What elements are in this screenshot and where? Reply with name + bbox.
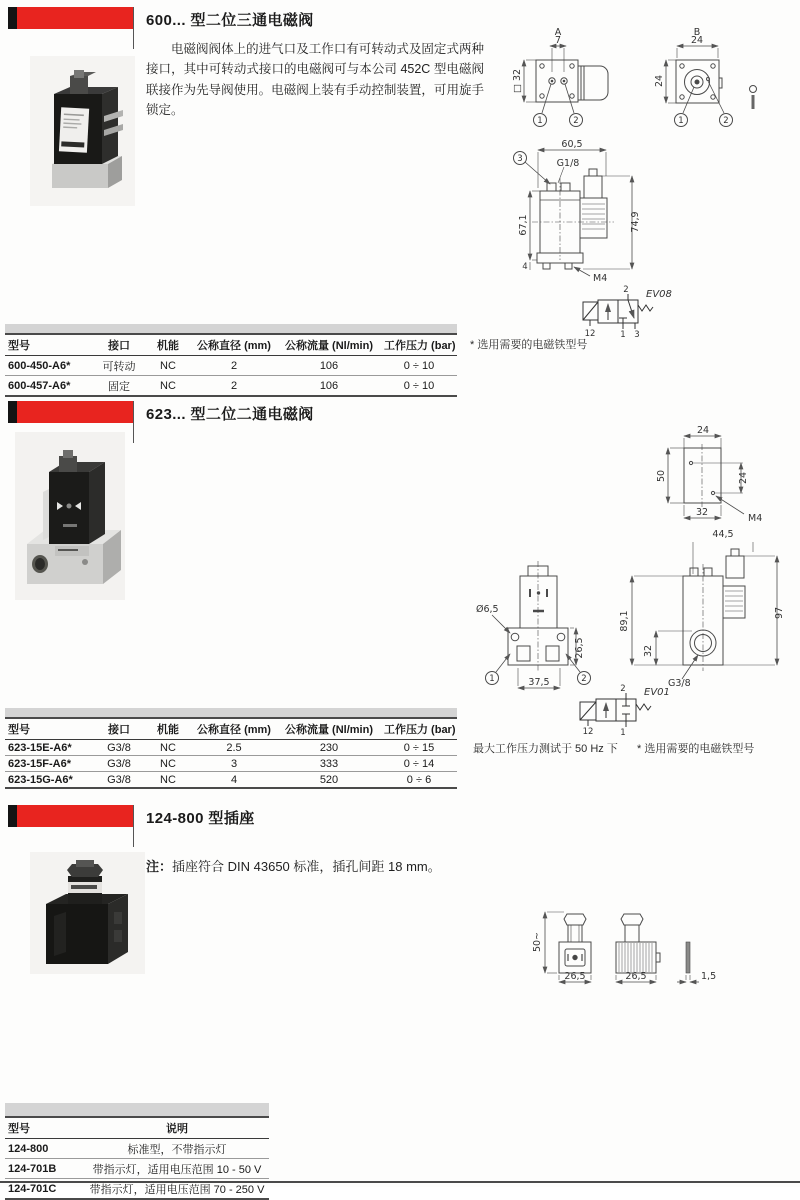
- symbol-port: 2: [620, 684, 626, 694]
- col-header-port: 接口: [93, 718, 145, 740]
- dim-label: G1/8: [556, 158, 580, 169]
- col-header-pressure: 工作压力 (bar): [381, 718, 457, 740]
- dim-label: 26,5: [574, 637, 585, 659]
- table-header-row: [5, 1117, 269, 1139]
- col-header-model: 型号: [5, 334, 93, 356]
- cell-model: 623-15F-A6*: [5, 756, 93, 772]
- banner-black-tab: [8, 401, 17, 423]
- dim-label: 4: [522, 262, 528, 272]
- table-top-band: [5, 324, 457, 333]
- banner-divider-line: [133, 7, 134, 49]
- dim-label: 24: [696, 425, 710, 436]
- footnote-coil-600: * 选用需要的电磁铁型号: [470, 339, 588, 351]
- spec-table-124: [5, 1103, 269, 1200]
- section-623-banner: [8, 401, 133, 423]
- col-header-description: 说明: [85, 1117, 269, 1139]
- cell-flow: 106: [277, 356, 381, 376]
- cell-description: 带指示灯，适用电压范围 70 - 250 V: [85, 1179, 269, 1200]
- dim-label: 50: [656, 469, 667, 483]
- cell-pressure: 0 ÷ 14: [381, 756, 457, 772]
- table-top-band: [5, 1103, 269, 1116]
- cell-model: 600-450-A6*: [5, 356, 93, 376]
- banner-red-bar: [17, 401, 133, 423]
- cell-description: 标准型，不带指示灯: [85, 1139, 269, 1159]
- cell-diameter: 3: [191, 756, 277, 772]
- dim-label: Ø6,5: [476, 604, 499, 615]
- cell-diameter: 2: [191, 376, 277, 397]
- dim-label: 32: [643, 644, 654, 658]
- cell-description: 带指示灯，适用电压范围 10 - 50 V: [85, 1159, 269, 1179]
- technical-drawing-623: [460, 406, 800, 736]
- symbol-port: 1: [620, 330, 626, 340]
- dim-label: 89,1: [619, 610, 630, 632]
- cell-model: 623-15G-A6*: [5, 772, 93, 789]
- cell-diameter: 4: [191, 772, 277, 789]
- footnote-test-623: 最大工作压力测试于 50 Hz 下: [473, 743, 618, 755]
- table-row: [5, 740, 457, 756]
- product-photo-600-valve: [30, 56, 135, 206]
- banner-red-bar: [17, 7, 133, 29]
- dim-label: 26,5: [625, 971, 647, 982]
- port-callout: 2: [581, 674, 587, 684]
- banner-divider-line: [133, 401, 134, 443]
- banner-black-tab: [8, 805, 17, 827]
- cell-diameter: 2: [191, 356, 277, 376]
- symbol-port: 3: [634, 330, 640, 340]
- dim-label: 44,5: [712, 529, 734, 540]
- symbol-port: 12: [582, 727, 594, 737]
- cell-function: NC: [145, 772, 191, 789]
- dim-label: 26,5: [564, 971, 586, 982]
- col-header-diameter: 公称直径 (mm): [191, 718, 277, 740]
- dim-label: 50~: [532, 931, 543, 953]
- symbol-port: 12: [584, 329, 596, 339]
- cell-flow: 230: [277, 740, 381, 756]
- cell-pressure: 0 ÷ 6: [381, 772, 457, 789]
- col-header-diameter: 公称直径 (mm): [191, 334, 277, 356]
- cell-flow: 106: [277, 376, 381, 397]
- cell-pressure: 0 ÷ 10: [381, 356, 457, 376]
- cell-port: 可转动: [93, 356, 145, 376]
- table-row: [5, 376, 457, 397]
- port-callout: 1: [678, 116, 684, 126]
- cell-port: G3/8: [93, 740, 145, 756]
- col-header-port: 接口: [93, 334, 145, 356]
- cell-pressure: 0 ÷ 15: [381, 740, 457, 756]
- cell-function: NC: [145, 756, 191, 772]
- footnote-coil-623: * 选用需要的电磁铁型号: [637, 743, 755, 755]
- dim-label: 67,1: [518, 214, 529, 236]
- table-header-row: [5, 334, 457, 356]
- cell-model: 124-701B: [5, 1159, 85, 1179]
- spec-table-600: [5, 324, 457, 397]
- col-header-model: 型号: [5, 718, 93, 740]
- section-124-title: 124-800 型插座: [146, 810, 255, 827]
- table-header-row: [5, 718, 457, 740]
- cell-function: NC: [145, 740, 191, 756]
- port-callout: 3: [517, 154, 523, 164]
- dim-label: 74,9: [630, 211, 641, 233]
- table-row: [5, 1159, 269, 1179]
- dim-label: G3/8: [668, 678, 691, 689]
- section-623-title: 623... 型二位二通电磁阀: [146, 406, 314, 423]
- cell-port: 固定: [93, 376, 145, 397]
- note-label: 注：: [146, 859, 173, 874]
- note-text: 插座符合 DIN 43650 标准，插孔间距 18 mm。: [172, 859, 441, 874]
- col-header-function: 机能: [145, 718, 191, 740]
- dim-label: B: [693, 27, 701, 38]
- cell-port: G3/8: [93, 772, 145, 789]
- page-bottom-rule: [0, 1181, 800, 1183]
- port-callout: 1: [537, 116, 543, 126]
- symbol-name: EV01: [644, 687, 670, 698]
- cell-model: 623-15E-A6*: [5, 740, 93, 756]
- col-header-flow: 公称流量 (Nl/min): [277, 334, 381, 356]
- port-callout: 2: [723, 116, 729, 126]
- col-header-function: 机能: [145, 334, 191, 356]
- dim-label: 7: [554, 35, 562, 46]
- col-header-flow: 公称流量 (Nl/min): [277, 718, 381, 740]
- table-row: [5, 772, 457, 789]
- technical-drawing-124: [523, 898, 728, 993]
- section-124-banner: [8, 805, 133, 827]
- cell-flow: 333: [277, 756, 381, 772]
- cell-port: G3/8: [93, 756, 145, 772]
- col-header-model: 型号: [5, 1117, 85, 1139]
- table-row: [5, 756, 457, 772]
- cell-function: NC: [145, 356, 191, 376]
- dim-label: 24: [654, 74, 665, 88]
- dim-label: 60,5: [561, 139, 583, 150]
- banner-red-bar: [17, 805, 133, 827]
- table-row: [5, 356, 457, 376]
- symbol-port: 2: [623, 285, 629, 295]
- banner-divider-line: [133, 805, 134, 847]
- product-photo-623-valve: [15, 432, 125, 600]
- banner-black-tab: [8, 7, 17, 29]
- cell-model: 124-701C: [5, 1179, 85, 1200]
- dim-label: A: [554, 27, 562, 38]
- port-callout: 1: [489, 674, 495, 684]
- dim-label: 1,5: [701, 971, 717, 982]
- section-600-description: 电磁阀阀体上的进气口及工作口有可转动式及固定式两种接口，其中可转动式接口的电磁阀可与本公司 452C 型电磁阀联接作为先导阀使用。电磁阀上装有手动控制装置，可用旋手锁定。: [146, 42, 484, 117]
- port-callout: 2: [573, 116, 579, 126]
- cell-model: 600-457-A6*: [5, 376, 93, 397]
- symbol-port: 1: [620, 728, 626, 738]
- dim-label: 97: [774, 606, 785, 620]
- dim-label: 32: [695, 507, 709, 518]
- technical-drawing-600: [480, 8, 800, 338]
- dim-label: 24: [738, 471, 749, 485]
- dim-label: □ 32: [512, 68, 523, 94]
- cell-flow: 520: [277, 772, 381, 789]
- table-top-band: [5, 708, 457, 717]
- symbol-name: EV08: [646, 289, 672, 300]
- dim-label: M4: [748, 513, 763, 524]
- cell-function: NC: [145, 376, 191, 397]
- section-600-banner: [8, 7, 133, 29]
- cell-diameter: 2.5: [191, 740, 277, 756]
- dim-label: M4: [593, 273, 608, 284]
- product-photo-124-connector: [30, 852, 145, 974]
- col-header-pressure: 工作压力 (bar): [381, 334, 457, 356]
- cell-model: 124-800: [5, 1139, 85, 1159]
- dim-label: 24: [690, 35, 704, 46]
- section-600-title: 600... 型二位三通电磁阀: [146, 12, 314, 29]
- table-row: [5, 1139, 269, 1159]
- section-124-note: [146, 856, 441, 875]
- dim-label: 37,5: [528, 677, 550, 688]
- cell-pressure: 0 ÷ 10: [381, 376, 457, 397]
- spec-table-623: [5, 708, 457, 789]
